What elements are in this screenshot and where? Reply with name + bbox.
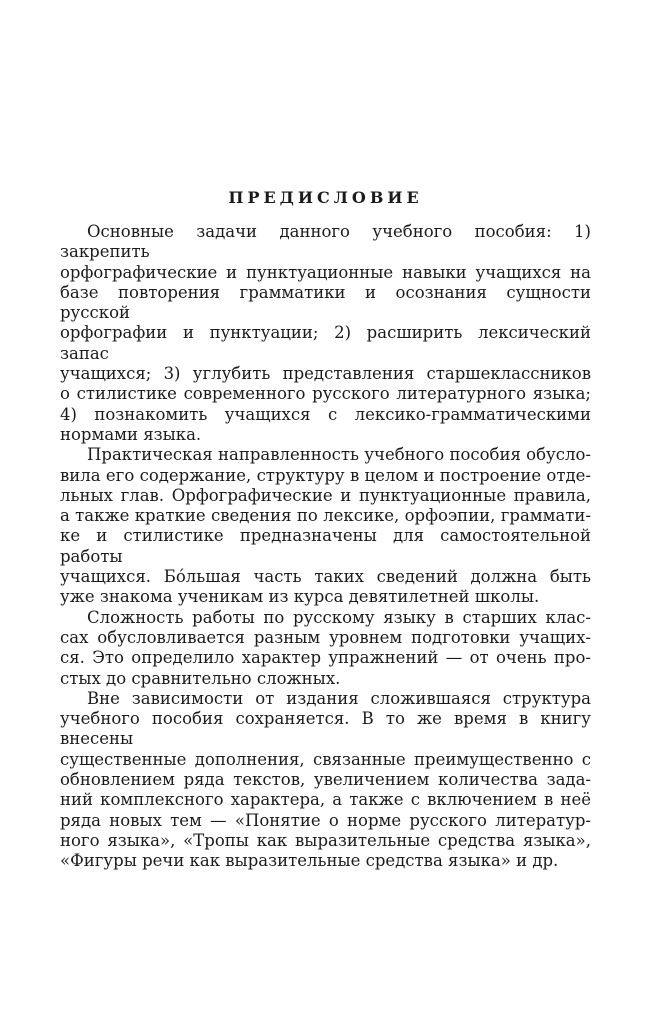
preface-text [60, 222, 591, 872]
text-line: ного языка», «Тропы как выразительные средства языка», [60, 830, 591, 850]
paragraph [60, 222, 591, 445]
text-line: ке и стилистике предназначены для самостоятельной работы [60, 526, 591, 566]
text-line: учебного пособия сохраняется. В то же время в книгу внесены [60, 709, 591, 749]
text-line: «Фигуры речи как выразительные средства языка» и др. [60, 851, 559, 871]
paragraph [60, 445, 591, 607]
text-line: льных глав. Орфографические и пунктуационные правила, [60, 485, 591, 505]
text-line: сах обусловливается разным уровнем подготовки учащих- [60, 627, 591, 647]
text-line: вила его содержание, структуру в целом и построение отде- [60, 465, 591, 485]
text-line: базе повторения грамматики и осознания сущности русской [60, 282, 591, 323]
text-line: о стилистике современного русского литературного языка; [60, 384, 591, 404]
text-line: а также краткие сведения по лексике, орфоэпии, граммати- [60, 506, 591, 526]
text-line: Вне зависимости от издания сложившаяся структура [87, 688, 591, 708]
text-line: орфографии и пунктуации; 2) расширить лексический запас [60, 323, 591, 363]
text-line: ся. Это определило характер упражнений — от очень про- [60, 648, 591, 668]
text-line: 4) познакомить учащихся с лексико-грамматическими [60, 404, 591, 424]
text-line: Практическая направленность учебного пособия обусло- [87, 445, 591, 465]
text-line: стых до сравнительно сложных. [60, 668, 341, 688]
text-line: нормами языка. [60, 424, 202, 444]
text-line: учащихся. Бо́льшая часть таких сведений должна быть [60, 567, 591, 587]
text-line: Основные задачи данного учебного пособия: 1) закрепить [60, 222, 591, 262]
text-line: ний комплексного характера, а также с включением в неё [60, 790, 591, 810]
text-line: обновлением ряда текстов, увеличением количества зада- [60, 770, 591, 790]
text-line: орфографические и пунктуационные навыки учащихся на [60, 262, 591, 282]
text-line: уже знакома ученикам из курса девятилетней школы. [60, 587, 540, 607]
text-line: Сложность работы по русскому языку в старших клас- [87, 607, 591, 627]
text-line: учащихся; 3) углубить представления старшеклассников [60, 364, 591, 384]
page-title: ПРЕДИСЛОВИЕ [228, 188, 423, 207]
paragraph [60, 689, 591, 872]
text-line: ряда новых тем — «Понятие о норме русского литератур- [60, 810, 591, 830]
paragraph [60, 608, 591, 689]
text-line: существенные дополнения, связанные преимущественно с [60, 749, 591, 769]
